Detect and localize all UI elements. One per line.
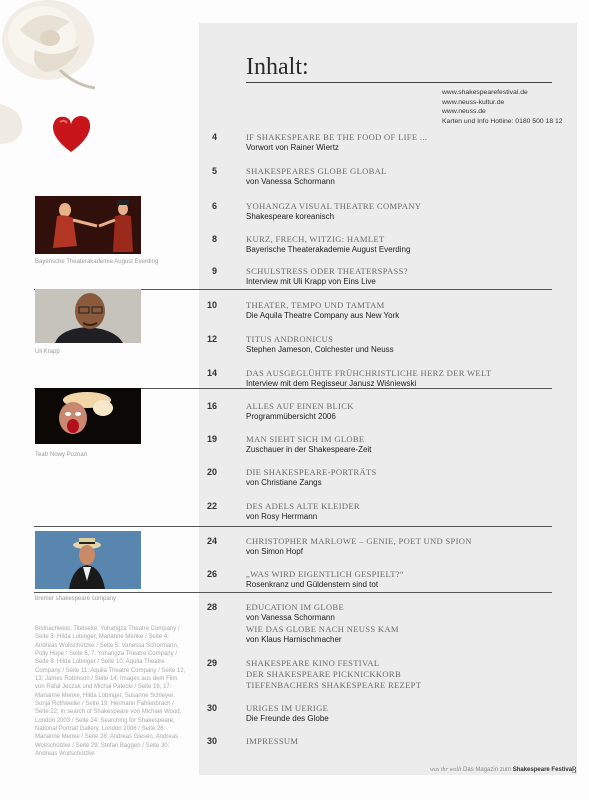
contact-hotline: Karten und Info Hotline: 0180 500 18 12	[442, 117, 563, 125]
toc-subtitle: von Simon Hopf	[246, 547, 303, 556]
teatr-nowy-clown-photo	[35, 388, 141, 444]
toc-heading: DER SHAKESPEARE PICKNICKKORB	[246, 669, 401, 679]
toc-subtitle: von Klaus Harnischmacher	[246, 635, 342, 644]
toc-page-number: 4	[211, 132, 217, 142]
white-petal-image	[0, 100, 26, 146]
photo-caption: bremer shakespeare company	[35, 596, 117, 602]
section-divider	[34, 592, 552, 593]
toc-subtitle: Vorwort von Rainer Wiertz	[246, 143, 339, 152]
toc-subtitle: Interview mit Uli Krapp von Eins Live	[246, 277, 376, 286]
toc-heading: DAS AUSGEGLÜHTE FRÜHCHRISTLICHE HERZ DER WELT	[246, 368, 492, 378]
toc-heading: MAN SIEHT SICH IM GLOBE	[246, 434, 365, 444]
footer-magazine-name: was ihr wollt	[430, 767, 462, 773]
toc-page-number: 14	[206, 368, 217, 378]
toc-page-number: 28	[206, 602, 217, 612]
toc-heading: „WAS WIRD EIGENTLICH GESPIELT?“	[246, 569, 404, 579]
footer-brand: Shakespeare Festival	[512, 767, 574, 773]
hamlet-stage-photo	[35, 196, 141, 254]
toc-heading: SHAKESPEARES GLOBE GLOBAL	[246, 166, 387, 176]
toc-heading: TITUS ANDRONICUS	[246, 334, 334, 344]
toc-subtitle: Die Aquila Theatre Company aus New York	[246, 311, 400, 320]
photo-caption: Bayerische Theaterakademie August Everding	[35, 259, 159, 265]
title-divider	[246, 82, 552, 83]
toc-subtitle: von Christiane Zangs	[246, 478, 322, 487]
toc-page-number: 10	[206, 300, 217, 310]
toc-heading: IF SHAKESPEARE BE THE FOOD OF LIFE ...	[246, 132, 428, 142]
toc-heading: CHRISTOPHER MARLOWE – GENIE, POET UND SPION	[246, 536, 472, 546]
toc-page-number: 22	[206, 501, 217, 511]
toc-subtitle: Rosenkranz und Güldenstern sind tot	[246, 580, 379, 589]
toc-page-number: 12	[206, 334, 217, 344]
toc-heading: URIGES IM UERIGE	[246, 703, 329, 713]
photo-caption: Uli Krapp	[35, 349, 60, 355]
toc-page-number: 6	[211, 201, 217, 211]
bremer-shakespeare-photo	[35, 531, 141, 589]
toc-subtitle: Bayerische Theaterakademie August Everding	[246, 245, 411, 254]
toc-subtitle: Die Freunde des Globe	[246, 714, 329, 723]
toc-subtitle: von Vanessa Schormann	[246, 613, 335, 622]
toc-page-number: 9	[211, 266, 217, 276]
red-petal-heart-image	[50, 114, 92, 154]
toc-heading: ALLES AUF EINEN BLICK	[246, 401, 354, 411]
toc-heading: EDUCATION IM GLOBE	[246, 602, 345, 612]
toc-page-number: 24	[206, 536, 217, 546]
page-number: 3	[572, 765, 577, 775]
toc-subtitle: von Vanessa Schormann	[246, 177, 335, 186]
toc-subtitle: Stephen Jameson, Colchester und Neuss	[246, 345, 394, 354]
footer-tagline: Das Magazin zum	[463, 767, 512, 773]
toc-subtitle: Interview mit dem Regisseur Janusz Wiśniewski	[246, 379, 417, 388]
toc-subtitle: Programmübersicht 2006	[246, 412, 336, 421]
toc-heading: SHAKESPEARE KINO FESTIVAL	[246, 658, 380, 668]
contact-url-neuss: www.neuss.de	[442, 108, 486, 115]
toc-heading: DIE SHAKESPEARE-PORTRÄTS	[246, 467, 377, 477]
toc-heading: THEATER, TEMPO UND TAMTAM	[246, 300, 385, 310]
toc-page-number: 26	[206, 569, 217, 579]
contact-block	[442, 88, 563, 126]
white-rose-image	[0, 0, 100, 95]
toc-heading: SCHULSTRESS ODER THEATERSPASS?	[246, 266, 408, 276]
toc-heading: IMPRESSUM	[246, 736, 299, 746]
toc-page-number: 29	[206, 658, 217, 668]
section-divider	[34, 526, 552, 527]
toc-page-number: 8	[211, 234, 217, 244]
toc-subtitle: Zuschauer in der Shakespeare-Zeit	[246, 445, 372, 454]
contact-url-neuss-kultur: www.neuss-kultur.de	[442, 98, 505, 106]
toc-heading: YOHANGZA VISUAL THEATRE COMPANY	[246, 201, 422, 211]
toc-heading: DES ADELS ALTE KLEIDER	[246, 501, 360, 511]
page-footer	[430, 767, 574, 773]
toc-heading: WIE DAS GLOBE NACH NEUSS KAM	[246, 624, 399, 634]
toc-page-number: 5	[211, 166, 217, 176]
toc-page-number: 16	[206, 401, 217, 411]
toc-subtitle: von Rosy Herrmann	[246, 512, 318, 521]
toc-page-number: 19	[206, 434, 217, 444]
uli-krapp-portrait-photo	[35, 289, 141, 343]
toc-page-number: 20	[206, 467, 217, 477]
toc-heading: KURZ, FRECH, WITZIG: HAMLET	[246, 234, 385, 244]
image-credits: Bildnachweis: Titelseite: Yohangza Theatre Company / Seite 3: Hilda Lobinger, Marianne Menke / Seite 4: Andreas Woitschützke / Seite 5: Vanessa Schormann, Polly Hope / Seite 6, 7: Yohangza Theatre Company / Seite 8: Hilda Lobinger / Seite 10: Aquila Theatre Company / Seite 11: Aquila Theatre Company / Seite 12, 13: James Robinson / Seite 14: Images aus dem Film von Rafał Jeczak und Michał Patecki / Seite 16, 17: Marianne Menke, Hilda Lobinger, Susanne Schleyer, Sonja Rothweiler / Seite 19: Hermann Fahlenbrach / Seite 22: In search of Shakespeare von Michael Wood, London 2003 / Seite 24: Searching for Shakespeare, National Portrait Gallery, London 2006 / Seite 26: Marianne Menke / Seite 28: Andreas Giesen, Andreas Woitschützke / Seite 29: Stefan Baggen / Seite 30: Andreas Woitschützke	[35, 626, 186, 758]
toc-heading: TIEFENBACHERS SHAKESPEARE REZEPT	[246, 680, 422, 690]
contact-url-festival: www.shakespearefestival.de	[442, 89, 528, 96]
photo-caption: Teatr Nowy Poznań	[35, 452, 88, 458]
page-title: Inhalt:	[246, 54, 309, 80]
toc-page-number: 30	[206, 703, 217, 713]
toc-subtitle: Shakespeare koreanisch	[246, 212, 335, 221]
toc-page-number: 30	[206, 736, 217, 746]
